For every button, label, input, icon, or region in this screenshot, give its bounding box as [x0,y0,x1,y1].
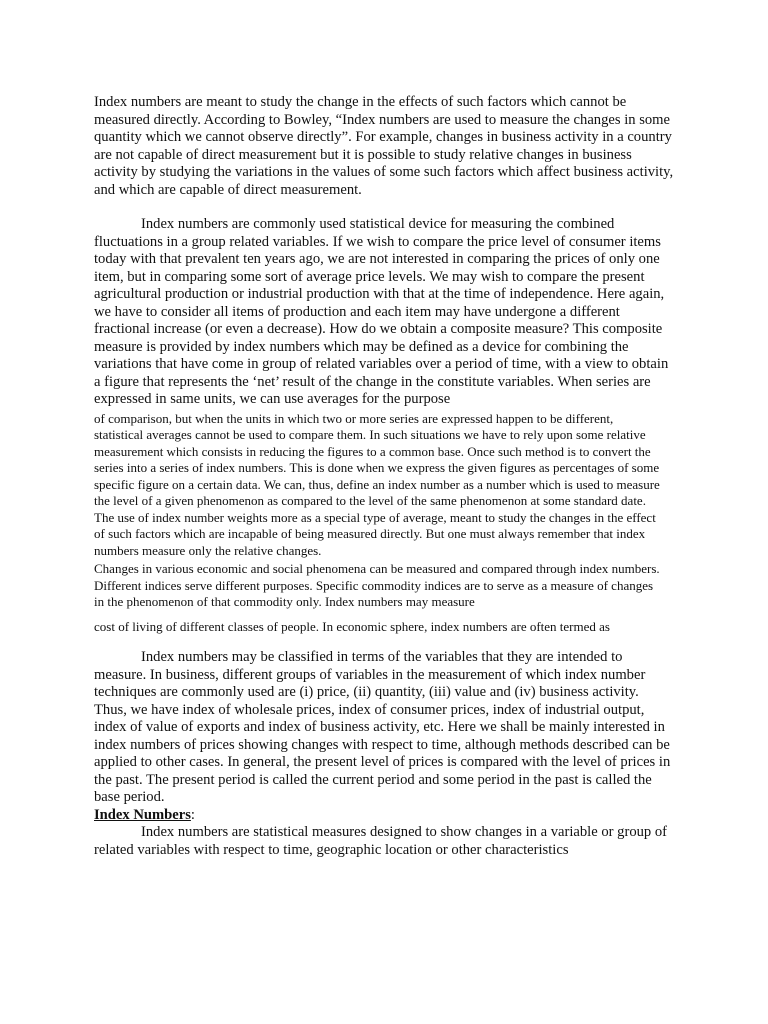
paragraph-bowley-definition: Index numbers are meant to study the change in the effects of such factors which cannot be measured directly. According to Bowley, “Index numbers are used to measure the changes in some quantity which we cannot observe directly”. For example, changes in business activity in a country are not capable of direct measurement but it is possible to study relative changes in business activity by studying the variations in the values of some such factors which affect business activity, and which are capable of direct measurement. [94,94,674,198]
section-heading-line [94,807,674,825]
paragraph-comparison: of comparison, but when the units in which two or more series are expressed happen to be different, statistical averages cannot be used to compare them. In such situations we have to rely upon some relative measurement which consists in reducing the figures to a common base. Once such method is to convert the series into a series of index numbers. This is done when we express the given figures as percentages of some specific figure on a certain data. We can, thus, define an index number as a number which is used to measure the level of a given phenomenon as compared to the level of the same phenomenon at some standard date. The use of index number weights more as a special type of average, meant to study the changes in the effect of such factors which are incapable of being measured directly. But one must always remember that index numbers measure only the relative changes. [94,410,660,558]
paragraph-index-numbers-definition: Index numbers are statistical measures designed to show changes in a variable or group of related variables with respect to time, geographic location or other characteristics [94,824,668,858]
section-heading-colon: : [190,806,195,823]
paragraph-statistical-device: Index numbers are commonly used statistical device for measuring the combined fluctuations in a group related variables. If we wish to compare the price level of consumer items today with that prevalent ten years ago, we are not interested in comparing the prices of only one item, but in comparing some sort of average price levels. We may wish to compare the present agricultural production or industrial production with that at the time of independence. Here again, we have to consider all items of production and each item may have undergone a different fractional increase (or even a decrease). How do we obtain a composite measure? This composite measure is provided by index numbers which may be defined as a device for combining the variations that have come in group of related variables over a period of time, with a view to obtain a figure that represents the ‘net’ result of the change in the constitute variables. When series are expressed in same units, we can use averages for the purpose [94,216,669,407]
document-body [94,94,674,859]
paragraph-economic-phenomena: Changes in various economic and social phenomena can be measured and compared through index numbers. Different indices serve different purposes. Specific commodity indices are to serve as a measure of changes in the phenomenon of that commodity only. Index numbers may measure [94,561,660,609]
section-heading: Index Numbers [94,806,191,823]
paragraph-cost-of-living: cost of living of different classes of people. In economic sphere, index numbers are often termed as [94,618,610,634]
paragraph-classification: Index numbers may be classified in terms of the variables that they are intended to measure. In business, different groups of variables in the measurement of which index number techniques are commonly used are (i) price, (ii) quantity, (iii) value and (iv) business activity. Thus, we have index of wholesale prices, index of consumer prices, index of industrial output, index of value of exports and index of business activity, etc. Here we shall be mainly interested in index numbers of prices showing changes with respect to time, although methods described can be applied to other cases. In general, the present level of prices is compared with the level of prices in the past. The present period is called the current period and some period in the past is called the base period. [94,649,671,805]
